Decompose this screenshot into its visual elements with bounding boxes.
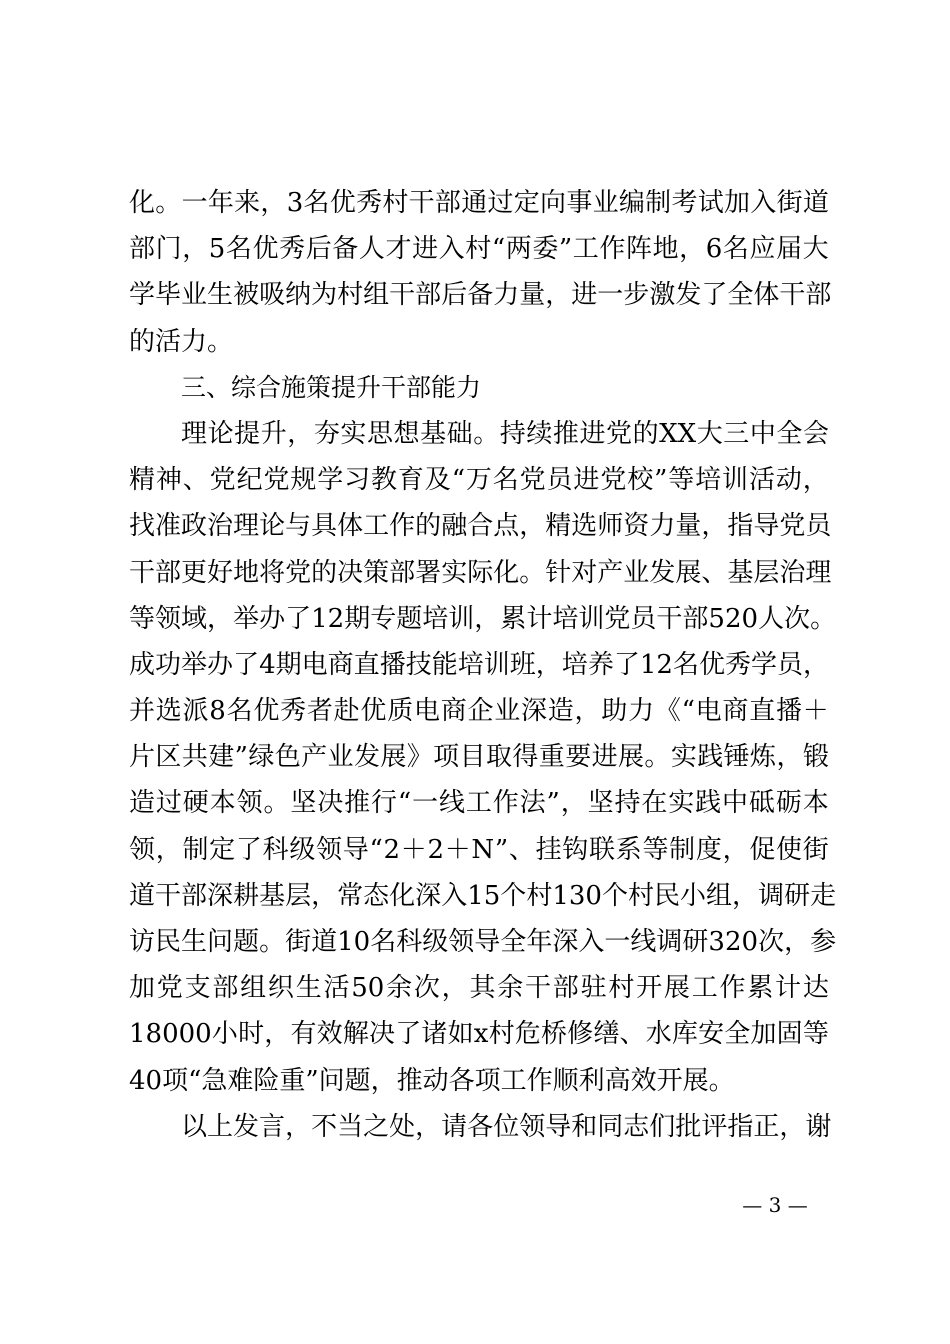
- text-line: 理 论 提 升 ， 夯 实 思 想 基 础 。 持 续 推 进 党 的 XX 大 三 中 全 会: [181, 418, 829, 449]
- text-line: 找 准 政 治 理 论 与 具 体 工 作 的 融 合 点 ， 精 选 师 资 力 量 ， 指 导 党 员: [129, 511, 832, 542]
- text-line: 片 区 共 建 ” 绿 色 产 业 发 展 》 项 目 取 得 重 要 进 展 。 实 践 锤 炼 ， 锻: [129, 742, 829, 773]
- text-line: 访 民 生 问 题 。 街 道 10 名 科 级 领 导 全 年 深 入 一 线 调 研 320 次 ， 参: [129, 927, 837, 957]
- text-line: 化 。 一 年 来 ， 3 名 优 秀 村 干 部 通 过 定 向 事 业 编 制 考 试 加 入 街 道: [129, 188, 829, 218]
- text-line: 以 上 发 言 ， 不 当 之 处 ， 请 各 位 领 导 和 同 志 们 批 评 指 正 ， 谢: [181, 1111, 832, 1142]
- text-line: 部 门 ， 5 名 优 秀 后 备 人 才 进 入 村 “ 两 委 ” 工 作 阵 地 ， 6 名 应 届 大: [129, 234, 829, 265]
- text-line: 学 毕 业 生 被 吸 纳 为 村 组 干 部 后 备 力 量 ， 进 一 步 激 发 了 全 体 干 部: [129, 280, 832, 311]
- text-line: 领 ， 制 定 了 科 级 领 导 “ 2 ＋ 2 ＋ N ” 、 挂 钩 联 系 等 制 度 ， 促 使 街: [129, 834, 829, 865]
- text-line: 等 领 域 ， 举 办 了 12 期 专 题 培 训 ， 累 计 培 训 党 员 干 部 520 人 次 。: [129, 603, 837, 634]
- text-line: 40项“急难险重”问题，推动各项工作顺利高效开展。: [129, 1065, 735, 1096]
- text-line: 并 选 派 8 名 优 秀 者 赴 优 质 电 商 企 业 深 造 ， 助 力 《 “ 电 商 直 播 ＋: [129, 696, 829, 727]
- body-text: [129, 180, 837, 1150]
- text-line: 道 干 部 深 耕 基 层 ， 常 态 化 深 入 15 个 村 130 个 村 民 小 组 ， 调 研 走: [129, 880, 837, 911]
- text-line: 干 部 更 好 地 将 党 的 决 策 部 署 实 际 化 。 针 对 产 业 发 展 、 基 层 治 理: [129, 557, 832, 588]
- text-line: 的活力。: [129, 326, 234, 357]
- text-line: 造 过 硬 本 领 。 坚 决 推 行 “ 一 线 工 作 法 ” ， 坚 持 在 实 践 中 砥 砺 本: [129, 788, 829, 819]
- text-line: 成 功 举 办 了 4 期 电 商 直 播 技 能 培 训 班 ， 培 养 了 12 名 优 秀 学 员 ，: [129, 649, 830, 680]
- text-line: 加 党 支 部 组 织 生 活 50 余 次 ， 其 余 干 部 驻 村 开 展 工 作 累 计 达: [129, 973, 829, 1004]
- text-line: 18000 小 时 ， 有 效 解 决 了 诸 如 x 村 危 桥 修 缮 、 水 库 安 全 加 固 等: [129, 1019, 829, 1050]
- section-heading: 三、综合施策提升干部能力: [181, 372, 482, 402]
- page-number: — 3 —: [742, 1193, 808, 1217]
- text-line: 精 神 、 党 纪 党 规 学 习 教 育 及 “ 万 名 党 员 进 党 校 ” 等 培 训 活 动 ，: [129, 465, 829, 496]
